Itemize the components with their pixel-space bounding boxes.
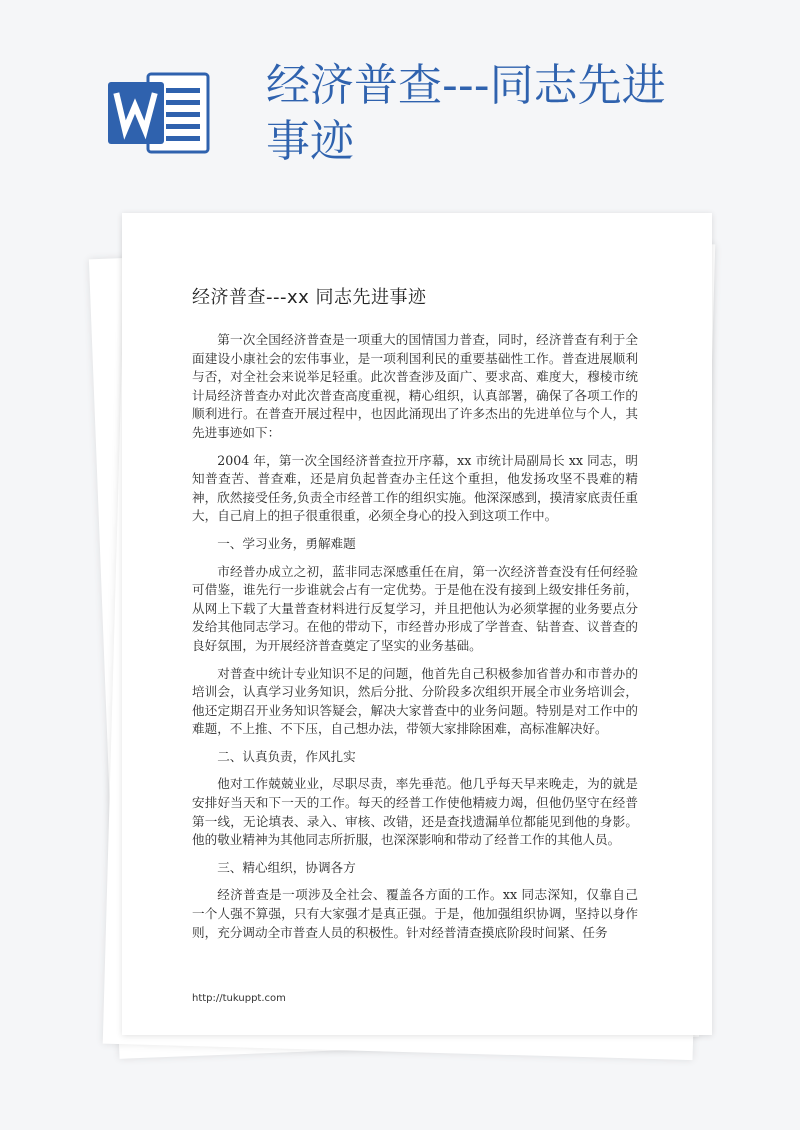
word-document-icon	[108, 70, 212, 156]
paragraph: 第一次全国经济普查是一项重大的国情国力普查，同时，经济普查有利于全面建设小康社会的宏伟事业，是一项利国利民的重要基础性工作。普查进展顺利与否，对全社会来说举足轻重。此次普查涉及面广、要求高、难度大，穆棱市统计局经济普查办对此次普查高度重视，精心组织，认真部署，确保了各项工作的顺利进行。在普查开展过程中，也因此涌现出了许多杰出的先进单位与个人，其先进事迹如下：	[192, 332, 638, 440]
banner-title: 经济普查---同志先进事迹	[266, 60, 666, 167]
section-heading: 三、精心组织，协调各方	[217, 859, 356, 875]
section-heading: 二、认真负责，作风扎实	[217, 748, 356, 764]
paragraph: 市经普办成立之初，蓝非同志深感重任在肩，第一次经济普查没有任何经验可借鉴，谁先行一步谁就会占有一定优势。于是他在没有接到上级安排任务前，从网上下载了大量普查材料进行反复学习，并且把他认为必须掌握的业务要点分发给其他同志学习。在他的带动下，市经普办形成了学普查、钻普查、议普查的良好氛围，为开展经济普查奠定了坚实的业务基础。	[192, 563, 638, 653]
footer-link[interactable]: http://tukuppt.com	[192, 993, 286, 1004]
paragraph: 对普查中统计专业知识不足的问题，他首先自己积极参加省普办和市普办的培训会，认真学习业务知识，然后分批、分阶段多次组织开展全市业务培训会，他还定期召开业务知识答疑会，解决大家普查中的业务问题。特别是对工作中的难题，不上推、不下压，自己想办法，带领大家排除困难，高标准解决好。	[192, 665, 638, 737]
document-page	[122, 213, 712, 1035]
paragraph: 2004 年，第一次全国经济普查拉开序幕，xx 市统计局副局长 xx 同志，明知普查苦、普查难，还是肩负起普查办主任这个重担，他发扬攻坚不畏难的精神，欣然接受任务,负责全市经普工作的组织实施。他深深感到，摸清家底责任重大，自己肩上的担子很重很重，必须全身心的投入到这项工作中。	[192, 452, 638, 524]
document-title: 经济普查---xx 同志先进事迹	[192, 287, 427, 308]
paragraph: 经济普查是一项涉及全社会、覆盖各方面的工作。xx 同志深知，仅靠自己一个人强不算强，只有大家强才是真正强。于是，他加强组织协调，坚持以身作则，充分调动全市普查人员的积极性。针对经普清查摸底阶段时间紧、任务	[192, 887, 638, 940]
section-heading: 一、学习业务，勇解难题	[217, 535, 356, 551]
document-body	[192, 331, 638, 951]
paragraph: 他对工作兢兢业业，尽职尽责，率先垂范。他几乎每天早来晚走，为的就是安排好当天和下一天的工作。每天的经普工作使他精疲力竭，但他仍坚守在经普第一线，无论填表、录入、审核、改错，还是查找遗漏单位都能见到他的身影。他的敬业精神为其他同志所折服，也深深影响和带动了经普工作的其他人员。	[192, 776, 638, 848]
